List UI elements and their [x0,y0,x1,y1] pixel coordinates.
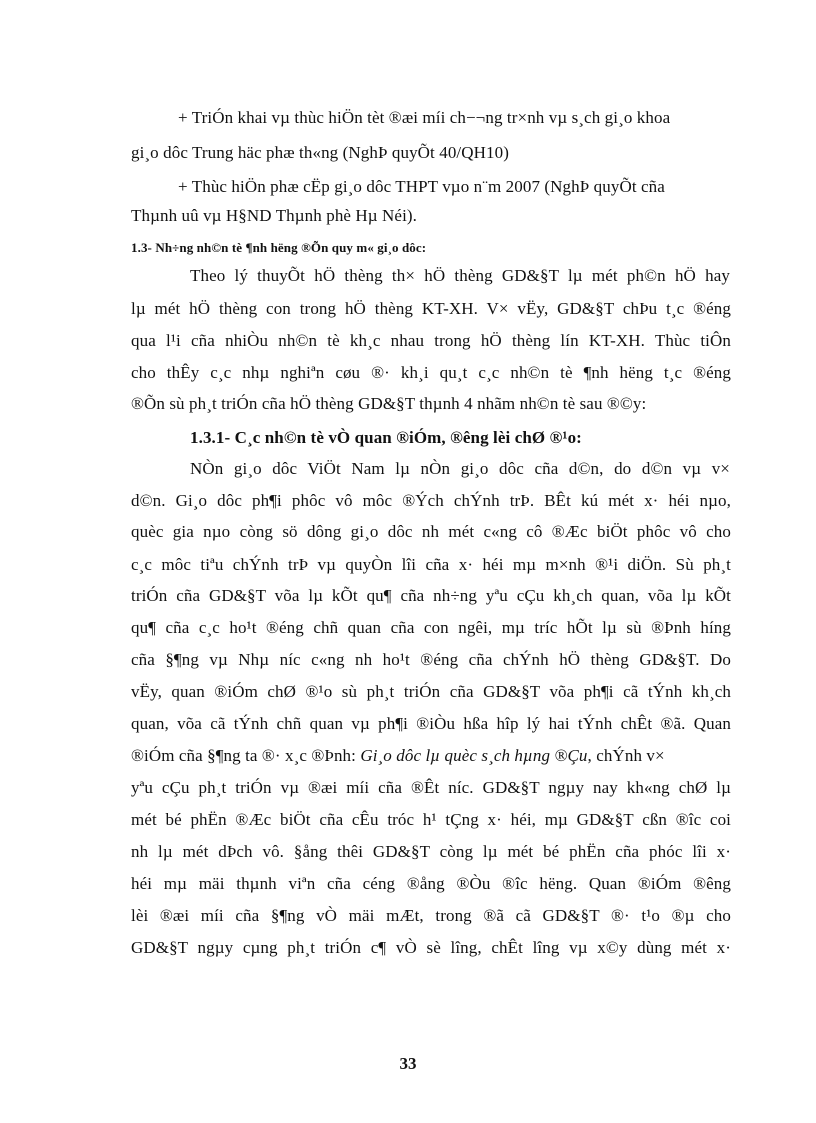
text-line: triÓn cña GD&§T võa lµ kÕt qu¶ cña nh÷ng yªu cÇu kh¸ch quan, võa lµ kÕt [131,586,731,605]
text-line: cho thÊy c¸c nhµ nghiªn cøu ®· kh¸i qu¸t c¸c nh©n tè ¶nh hëng t¸c ®éng [131,363,731,382]
text-line: Theo lý thuyÕt hÖ thèng th× hÖ thèng GD&§T lµ mét ph©n hÖ hay [190,266,730,285]
subsection-heading: 1.3.1- C¸c nh©n tè vÒ quan ®iÓm, ®êng lèi chØ ®¹o: [190,428,582,447]
text-line: d©n. Gi¸o dôc ph¶i phôc vô môc ®Ých chÝnh trÞ. BÊt kú mét x· héi nµo, [131,491,731,510]
text-line: lèi ®æi míi cña §¶ng vÒ mäi mÆt, trong ®ã cã GD&§T ®· t¹o ®µ cho [131,906,731,925]
text-run: , chÝnh v× [587,746,665,765]
text-line: + TriÓn khai vµ thùc hiÖn tèt ®æi míi ch−¬ng tr×nh vµ s¸ch gi¸o khoa [178,108,671,127]
text-line: nh lµ mét dÞch vô. §ång thêi GD&§T còng lµ mét bé phËn cña phóc lîi x· [131,842,731,861]
text-line: quèc gia nµo còng sö dông gi¸o dôc nh mét c«ng cô ®Æc biÖt phôc vô cho [131,522,731,541]
text-line: vËy, quan ®iÓm chØ ®¹o sù ph¸t triÓn cña GD&§T võa ph¶i cã tÝnh kh¸ch [131,682,731,701]
text-run: ®iÓm cña §¶ng ta ®· x¸c ®Þnh: [131,746,361,765]
text-line: mét bé phËn ®Æc biÖt cña cÊu tróc h¹ tÇng x· héi, mµ GD&§T cßn ®îc coi [131,810,731,829]
text-line: yªu cÇu ph¸t triÓn vµ ®æi míi cña ®Êt níc. GD&§T ngµy nay kh«ng chØ lµ [131,778,731,797]
text-line: qua l¹i cña nhiÒu nh©n tè kh¸c nhau trong hÖ thèng lín KT-XH. Thùc tiÔn [131,331,731,350]
text-line: c¸c môc tiªu chÝnh trÞ vµ quyÒn lîi cña x· héi mµ m×nh ®¹i diÖn. Sù ph¸t [131,555,731,574]
text-line: lµ mét hÖ thèng con trong hÖ thèng KT-XH. V× vËy, GD&§T chÞu t¸c ®éng [131,299,731,318]
text-line: cña §¶ng vµ Nhµ níc c«ng nh ho¹t ®éng cña chÝnh hÖ thèng GD&§T. Do [131,650,731,669]
text-line: quan, võa cã tÝnh chñ quan vµ ph¶i ®iÒu hßa hîp lý hai tÝnh chÊt ®ã. Quan [131,714,731,733]
text-line: + Thùc hiÖn phæ cËp gi¸o dôc THPT vµo n¨m 2007 (NghÞ quyÕt cña [178,177,665,196]
text-line: Thµnh uû vµ H§ND Thµnh phè Hµ Néi). [131,206,418,225]
text-line: ®Õn sù ph¸t triÓn cña hÖ thèng GD&§T thµnh 4 nhãm nh©n tè sau ®©y: [131,394,647,413]
section-heading: 1.3- Nh÷ng nh©n tè ¶nh hëng ®Õn quy m« gi¸o dôc: [131,240,427,255]
text-line: NÒn gi¸o dôc ViÖt Nam lµ nÒn gi¸o dôc cña d©n, do d©n vµ v× [190,459,730,478]
page-number: 33 [399,1054,417,1073]
text-line: héi mµ mäi thµnh viªn cña céng ®ång ®Òu ®îc hëng. Quan ®iÓm ®êng [131,874,731,893]
text-line: qu¶ cña c¸c ho¹t ®éng chñ quan cña con ngêi, mµ tríc hÕt lµ sù ®Þnh híng [131,618,731,637]
text-line [131,744,731,768]
italic-quote: Gi¸o dôc lµ quèc s¸ch hµng ®Çu [360,746,588,765]
text-line: GD&§T ngµy cµng ph¸t triÓn c¶ vÒ sè lîng, chÊt lîng vµ x©y dùng mét x· [131,938,731,957]
text-line: gi¸o dôc Trung häc phæ th«ng (NghÞ quyÕt 40/QH10) [131,143,509,162]
